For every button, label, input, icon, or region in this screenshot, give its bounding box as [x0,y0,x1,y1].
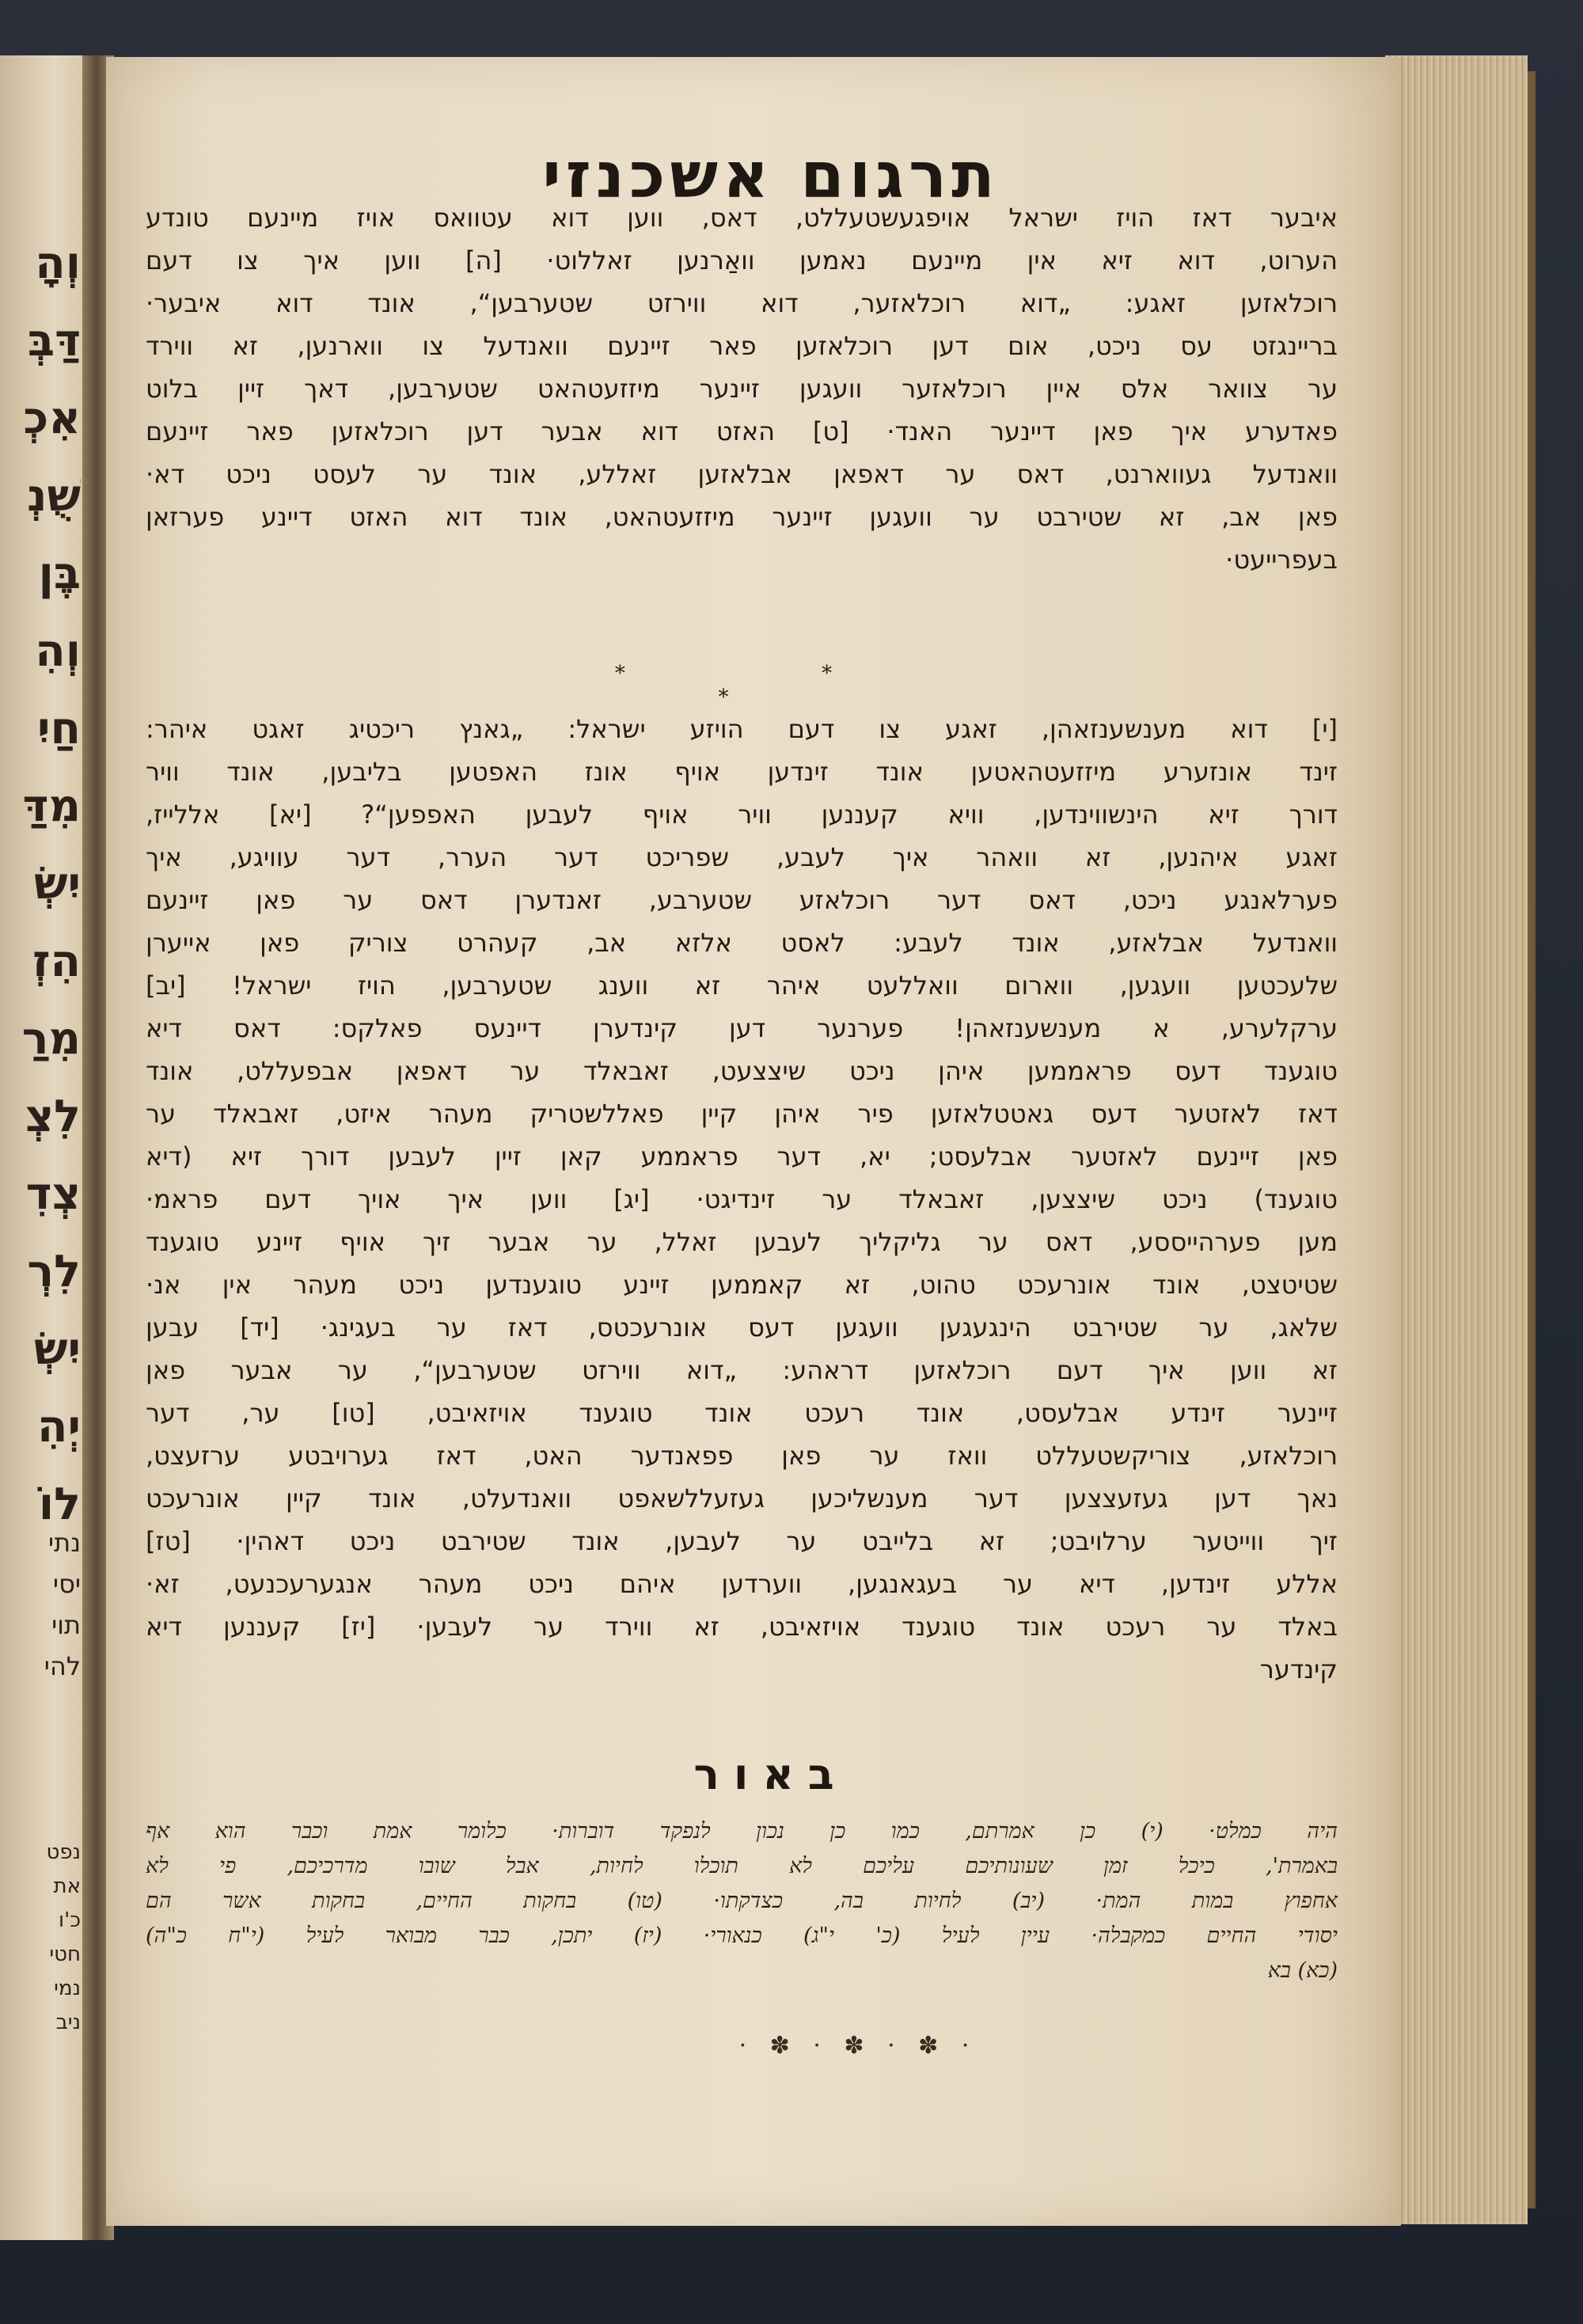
commentary-line: (כא) בא [1267,1958,1338,1983]
text-line: [י] דוא מענשענזאהן, זאגע צו דעם הויזע ישראל: „גאנץ ריכטיג זאגט איהר: [146,714,1338,744]
left-page-fragment: לִרְ [27,1246,81,1297]
left-page-fragment: נפט [46,1840,81,1864]
text-line: בריינגזט עס ניכט, אום דען רוכלאזען פאר זיינעם וואנדעל צו ווארנען, זא ווירד [146,331,1338,361]
left-page-main-column [2,237,81,1556]
left-page-fragment: וְהִ [35,625,81,677]
text-line: איבער דאז הויז ישראל אויפגעשטעללט, דאס, ווען דוא עטוואס אויז מיינעם טונדע [146,203,1338,233]
text-line: רוכלאזע, צוריקשטעללט וואז ער פאן פפאנדער האט, דאז גערויבטע ערזעצט, [146,1441,1338,1471]
text-line: מען פערהייססע, דאס ער גליקליך לעבען זאלל, ער אבער זיך אויף זיינע טוגענד [146,1227,1338,1257]
text-line: וואנדעל אבלאזע, אונד לעבע: לאסט אלזא אב, קעהרט צוריק פאן אייערן [146,928,1338,958]
left-page-fragment: נמי [54,1977,81,2000]
text-line: ער צוואר אלס איין רוכלאזער וועגען זיינער מיזזעטהאט שטערבען, דאך זיין בלוט [146,374,1338,404]
text-line: דורך זיא הינשווינדען, וויא קעננען וויר אויף לעבען האפפען“? [יא] אללייז, [146,799,1338,830]
left-page-fragment: מִדַּ [22,780,81,832]
text-line: באלד ער רעכט אונד טוגענד אויזאיבט, זא ווירד ער לעבען· [יז] קעננען דיא [146,1612,1338,1642]
left-page-fragment: לִצְ [25,1091,81,1142]
text-line: פאדערע איך פאן דיינער האנד· [ט] האזט דוא אבער דען רוכלאזען פאר זיינעם [146,416,1338,446]
left-page-fragment: דַּבְּ [27,315,81,366]
commentary-line: יסודי החיים כמקבלה· עיין לעיל (כ' י"ג) כנאורי· (יז) יתכן, כבר מבואר לעיל (י"ח כ"ה) [146,1923,1338,1948]
text-line: זא ווען איך דעם רוכלאזען דראהע: „דוא ווירזט שטערבען“, ער אבער פאן [146,1355,1338,1385]
left-page-fragment: תוי [51,1610,81,1640]
left-page-fragment: נתי [48,1528,81,1558]
text-line: נאך דען געזעצצען דער מענשליכען געזעללשאפט וואנדעלט, אונד קיין אונרעכט [146,1483,1338,1513]
right-page [106,57,1401,2226]
left-page-lower-column [2,1528,81,1692]
left-page-fragment: כ'ו [59,1908,81,1932]
text-line: פאן זיינעם לאזטער אבלעסט; יא, דער פראממע קאן זיין לעבען דורך זיא (דיא [146,1141,1338,1171]
commentary-line: באמרת', כיכל זמן שעונותיכם עליכם לא תוכלו לחיות, אבל שובו מדרכיכם, פי לא [146,1854,1338,1878]
text-line: רוכלאזען זאגע: „דוא רוכלאזער, דוא ווירזט שטערבען“, אונד דוא איבער· [146,288,1338,318]
translation-text-block-2 [146,708,1338,1691]
left-page-fragment: להי [44,1651,81,1681]
left-page-fragment: מִרַ [21,1013,81,1065]
commentary-heading: באור [693,1749,848,1799]
text-line: זיינער זינדע אבלעסט, אונד רעכט אונד טוגענד אויזאיבט, [טו] ער, דער [146,1398,1338,1428]
left-page-fragment: יסי [52,1569,81,1599]
text-line: בעפרייעט· [1225,545,1338,575]
decorative-ornament: · ✽ · ✽ · ✽ · [738,2032,978,2060]
text-line: זיך ווייטער ערלויבט; זא בלייבט ער לעבען, אונד שטירבט ניכט דאהין· [טז] [146,1526,1338,1556]
text-line: וואנדעל געווארנט, דאס ער דאפאן אבלאזען זאללע, אונד ער לעסט ניכט דא· [146,459,1338,489]
left-page-fragment: וְהָ [35,237,81,289]
asterism-separator: * * * [614,662,928,709]
text-line: ערקלערע, א מענשענזאהן! פערנער דען קינדערן דיינעס פאלקס: דאס דיא [146,1013,1338,1043]
text-line: טוגענד דעס פראממען איהן ניכט שיצצעט, זאבאלד ער דאפאן אבפעללט, אונד [146,1056,1338,1086]
left-page-fragment: בֶּן [38,548,81,599]
left-page-fragment: צְדִ [25,1168,81,1220]
text-line: שלעכטען וועגען, ווארום וואללעט איהר זא ווענג שטערבען, הויז ישראל! [יב] [146,970,1338,1001]
text-line: שטיטצט, אונד אונרעכט טהוט, זא קאממען זיינע טוגענדען ניכט מעהר אין אנ· [146,1270,1338,1300]
text-line: זינד אונזערע מיזזעטהאטען אונד זינדען אויף אונז האפטען בליבען, אונד וויר [146,757,1338,787]
text-line: אללע זינדען, דיא ער בעגאנגען, ווערדען איהם ניכט מעהר אנגערעכנעט, זא· [146,1569,1338,1599]
text-line: זאגע איהנען, זא וואהר איך לעבע, שפריכט דער הערר, דער עוויגע, איך [146,842,1338,872]
left-page-fragment: ניב [55,2011,81,2034]
left-page-fragment: שֻׁנְ [27,470,81,522]
commentary-line: אחפוץ במות המת· (יב) לחיות בה, כצדקתו· (טו) בחקות החיים, בחקות אשר הם [146,1889,1338,1913]
text-line: טוגענד) ניכט שיצצען, זאבאלד ער זינדיגט· [יג] ווען איך אויך דעם פראמ· [146,1184,1338,1214]
left-page-fragment: חטי [49,1942,81,1966]
left-page-fragment: את [53,1874,81,1898]
commentary-line: היה כמלט· (י) כן אמרתם, כמו כן נכון לנפקד דוברות· כלומר אמת וכבר הוא אף [146,1819,1338,1844]
left-page-fragment: חַיִ [37,703,81,754]
left-page-fragment: לוֹ [38,1479,81,1530]
translation-text-block-1 [146,196,1338,581]
text-line: קינדער [1259,1654,1338,1684]
text-line: הערוט, דוא זיא אין מיינעם נאמען וואַרנען זאללוט· [ה] ווען איך צו דעם [146,245,1338,275]
text-line: שלאג, ער שטירבט הינגעגען וועגען דעס אונרעכטס, דאז ער בעגינג· [יד] עבען [146,1312,1338,1342]
text-line: פאן אב, זא שטירבט ער וועגען זיינער מיזזעטהאט, אונד דוא האזט דיינע פערזאן [146,502,1338,532]
left-page-fragment: יִשְׂ [34,858,81,909]
text-line: דאז לאזטער דעס גאטטלאזען פיר איהן קיין פאללשטריק מעהר איזט, זאבאלד ער [146,1099,1338,1129]
left-page-bottom-column [2,1840,81,2045]
left-page-fragment: יְהִ [37,1401,81,1452]
left-facing-page [0,55,89,2240]
left-page-fragment: יִשְׂ [34,1323,81,1375]
page-fore-edge [1385,55,1528,2224]
left-page-fragment: הִזְ [32,936,81,987]
left-page-fragment: אִכְ [23,393,81,444]
page-title: תרגום אשכנזי [542,139,1000,212]
text-line: פערלאנגע ניכט, דאס דער רוכלאזע שטערבע, זאנדערן דאס ער פאן זיינעם [146,885,1338,915]
commentary-text-block [146,1814,1338,1988]
